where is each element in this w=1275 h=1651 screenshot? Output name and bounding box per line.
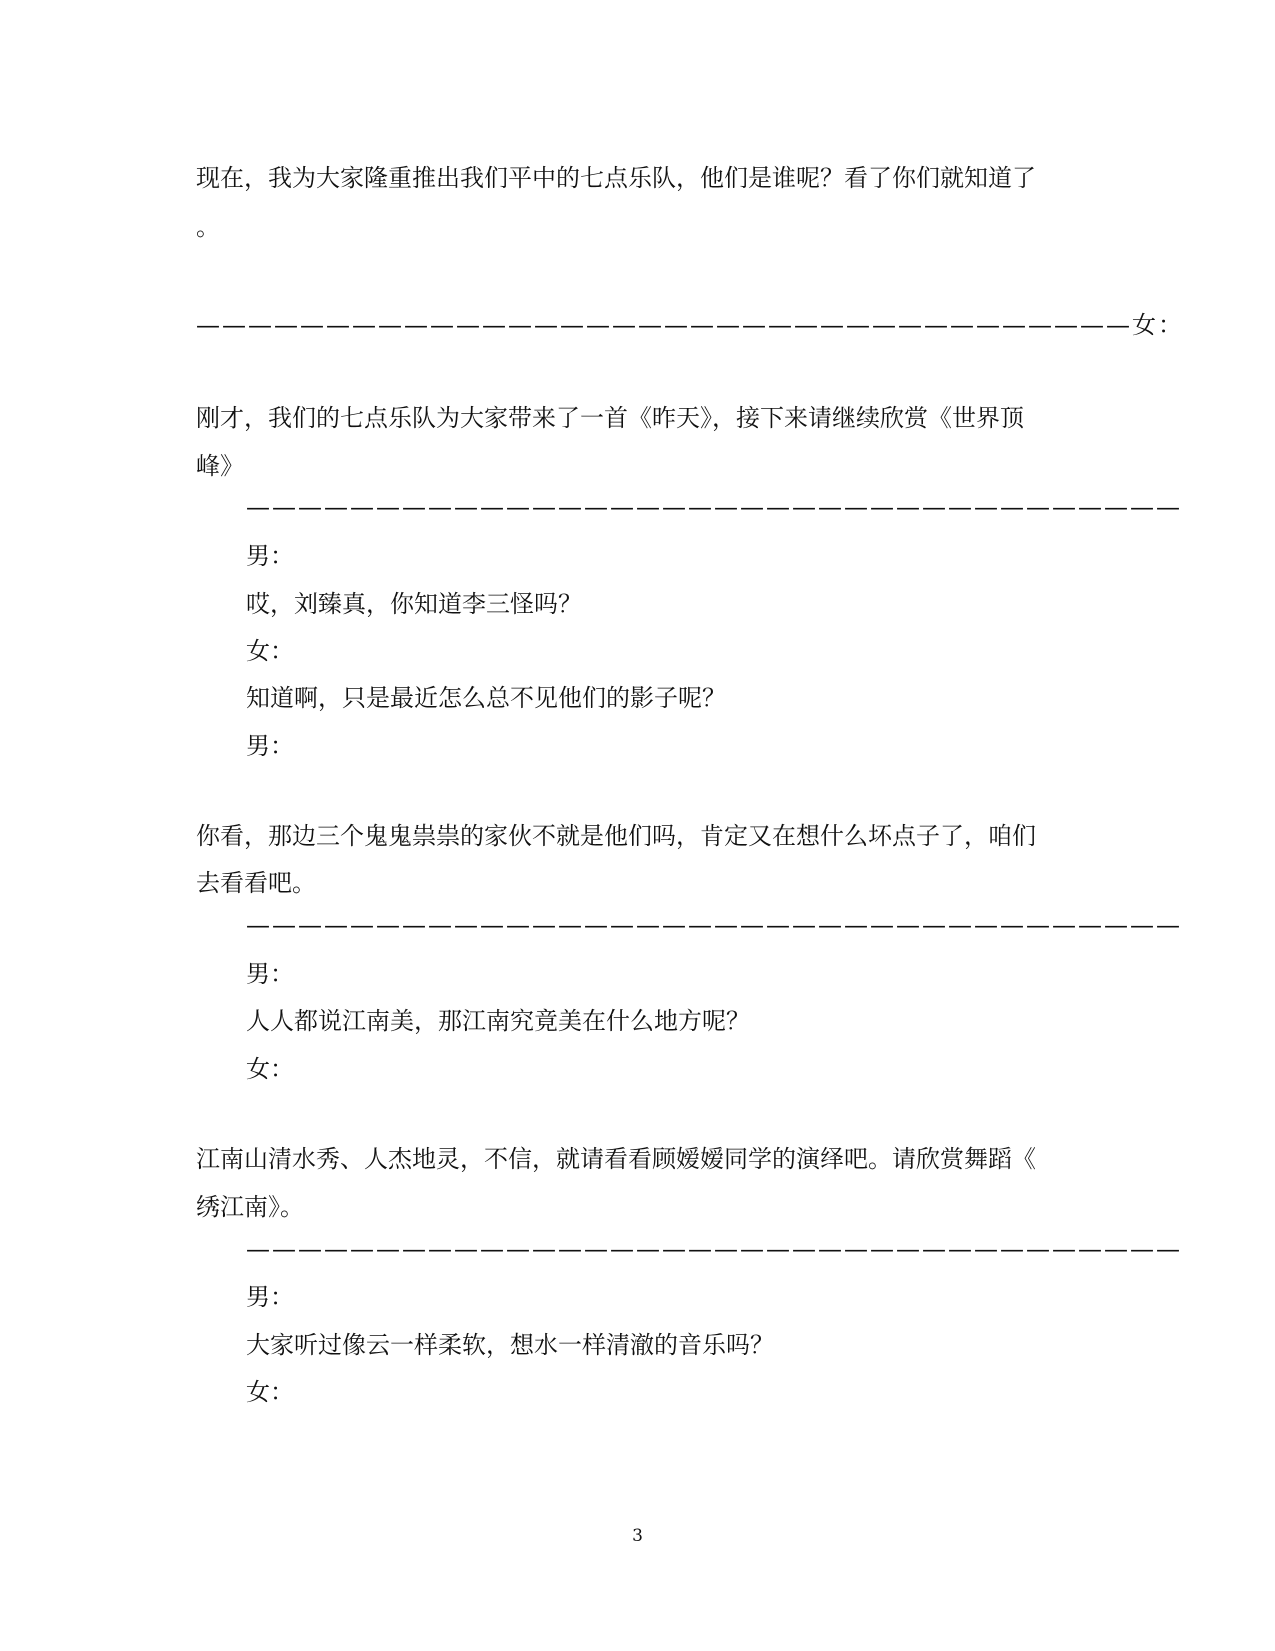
dialogue-line: 哎，刘臻真，你知道李三怪吗？ xyxy=(246,590,582,618)
speaker-label: 女： xyxy=(246,637,294,665)
paragraph-line: 峰》 xyxy=(196,452,244,480)
paragraph-line: 江南山清水秀、人杰地灵，不信，就请看看顾嫒嫒同学的演绎吧。请欣赏舞蹈《 xyxy=(196,1145,1036,1173)
speaker-label: 男： xyxy=(246,732,294,760)
separator-line: ————————————————————————————————————女： xyxy=(196,311,1184,339)
separator-line: ———————————————————————————————————— xyxy=(246,1235,1182,1263)
paragraph-line: 刚才，我们的七点乐队为大家带来了一首《昨天》，接下来请继续欣赏《世界顶 xyxy=(196,404,1024,432)
paragraph-line: 绣江南》。 xyxy=(196,1193,304,1221)
separator-line: ———————————————————————————————————— xyxy=(246,911,1182,939)
paragraph-line: 。 xyxy=(196,213,220,241)
speaker-label: 女： xyxy=(246,1055,294,1083)
speaker-label: 男： xyxy=(246,542,294,570)
speaker-label: 男： xyxy=(246,1283,294,1311)
paragraph-line: 去看看吧。 xyxy=(196,869,316,897)
dialogue-line: 人人都说江南美，那江南究竟美在什么地方呢？ xyxy=(246,1007,750,1035)
paragraph-line: 你看，那边三个鬼鬼祟祟的家伙不就是他们吗，肯定又在想什么坏点子了，咱们 xyxy=(196,822,1036,850)
dialogue-line: 大家听过像云一样柔软，想水一样清澈的音乐吗？ xyxy=(246,1331,774,1359)
page-number: 3 xyxy=(632,1526,643,1546)
dialogue-line: 知道啊，只是最近怎么总不见他们的影子呢？ xyxy=(246,684,726,712)
paragraph-line: 现在，我为大家隆重推出我们平中的七点乐队，他们是谁呢？看了你们就知道了 xyxy=(196,164,1036,192)
speaker-label: 女： xyxy=(246,1378,294,1406)
separator-line: ———————————————————————————————————— xyxy=(246,493,1182,521)
speaker-label: 男： xyxy=(246,960,294,988)
